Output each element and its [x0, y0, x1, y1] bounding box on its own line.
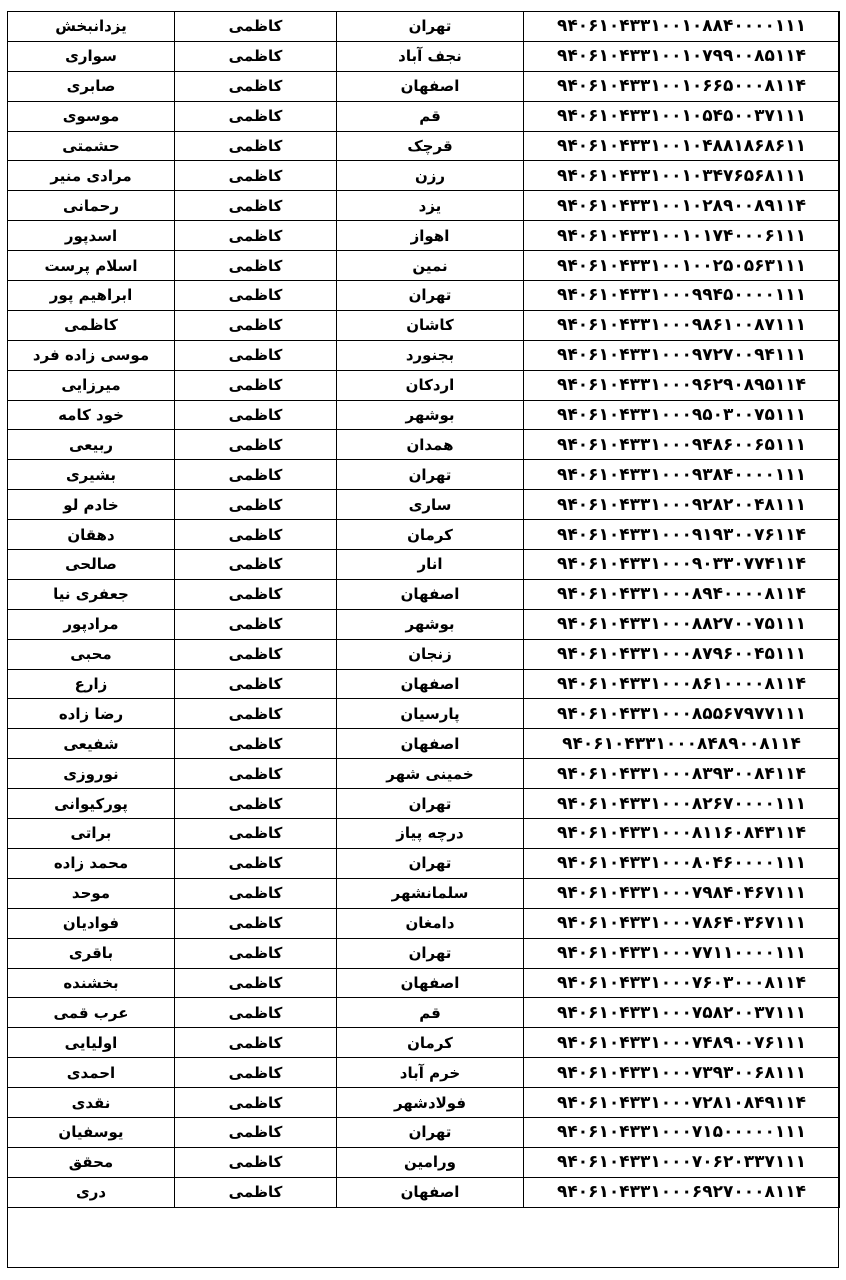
table-row	[8, 819, 840, 849]
table-row	[8, 1028, 840, 1058]
city-cell: نمین	[337, 251, 524, 281]
code-cell: ۹۴۰۶۱۰۴۳۳۱۰۰۰۸۵۵۶۷۹۷۷۱۱۱	[524, 699, 840, 729]
last-name-cell: محمد زاده	[8, 848, 175, 878]
city-cell: اصفهان	[337, 729, 524, 759]
last-name-cell: خادم لو	[8, 490, 175, 520]
code-cell: ۹۴۰۶۱۰۴۳۳۱۰۰۰۸۸۲۷۰۰۷۵۱۱۱	[524, 609, 840, 639]
last-name-cell: احمدی	[8, 1058, 175, 1088]
surname-cell: کاظمی	[175, 161, 337, 191]
table-row	[8, 1147, 840, 1177]
surname-cell: کاظمی	[175, 1117, 337, 1147]
code-cell: ۹۴۰۶۱۰۴۳۳۱۰۰۰۷۹۸۴۰۴۶۷۱۱۱	[524, 878, 840, 908]
code-cell: ۹۴۰۶۱۰۴۳۳۱۰۰۰۸۰۴۶۰۰۰۰۱۱۱	[524, 848, 840, 878]
last-name-cell: نقدی	[8, 1088, 175, 1118]
city-cell: تهران	[337, 281, 524, 311]
surname-cell: کاظمی	[175, 998, 337, 1028]
last-name-cell: مرادپور	[8, 609, 175, 639]
surname-cell: کاظمی	[175, 191, 337, 221]
code-cell: ۹۴۰۶۱۰۴۳۳۱۰۰۱۰۶۶۵۰۰۰۸۱۱۴	[524, 71, 840, 101]
table-row	[8, 310, 840, 340]
city-cell: قم	[337, 101, 524, 131]
code-cell: ۹۴۰۶۱۰۴۳۳۱۰۰۰۸۱۱۶۰۸۴۳۱۱۴	[524, 819, 840, 849]
last-name-cell: براتی	[8, 819, 175, 849]
last-name-cell: رضا زاده	[8, 699, 175, 729]
code-cell: ۹۴۰۶۱۰۴۳۳۱۰۰۰۹۷۲۷۰۰۹۴۱۱۱	[524, 340, 840, 370]
city-cell: خرم آباد	[337, 1058, 524, 1088]
city-cell: اهواز	[337, 221, 524, 251]
surname-cell: کاظمی	[175, 729, 337, 759]
table-row	[8, 12, 840, 42]
city-cell: قم	[337, 998, 524, 1028]
surname-cell: کاظمی	[175, 71, 337, 101]
city-cell: تهران	[337, 848, 524, 878]
city-cell: اصفهان	[337, 579, 524, 609]
surname-cell: کاظمی	[175, 759, 337, 789]
city-cell: تهران	[337, 1117, 524, 1147]
surname-cell: کاظمی	[175, 699, 337, 729]
surname-cell: کاظمی	[175, 131, 337, 161]
table-row	[8, 191, 840, 221]
surname-cell: کاظمی	[175, 41, 337, 71]
last-name-cell: یزدانبخش	[8, 12, 175, 42]
code-cell: ۹۴۰۶۱۰۴۳۳۱۰۰۱۰۸۸۴۰۰۰۰۱۱۱	[524, 12, 840, 42]
last-name-cell: موسی زاده فرد	[8, 340, 175, 370]
code-cell: ۹۴۰۶۱۰۴۳۳۱۰۰۱۰۵۴۵۰۰۳۷۱۱۱	[524, 101, 840, 131]
surname-cell: کاظمی	[175, 520, 337, 550]
code-cell: ۹۴۰۶۱۰۴۳۳۱۰۰۰۸۲۶۷۰۰۰۰۱۱۱	[524, 789, 840, 819]
last-name-cell: باقری	[8, 938, 175, 968]
surname-cell: کاظمی	[175, 430, 337, 460]
table-row	[8, 281, 840, 311]
records-table-body	[8, 12, 840, 1208]
code-cell: ۹۴۰۶۱۰۴۳۳۱۰۰۱۰۱۷۴۰۰۰۶۱۱۱	[524, 221, 840, 251]
code-cell: ۹۴۰۶۱۰۴۳۳۱۰۰۱۰۳۴۷۶۵۶۸۱۱۱	[524, 161, 840, 191]
table-row	[8, 520, 840, 550]
code-cell: ۹۴۰۶۱۰۴۳۳۱۰۰۰۹۲۸۲۰۰۴۸۱۱۱	[524, 490, 840, 520]
city-cell: تهران	[337, 938, 524, 968]
last-name-cell: کاظمی	[8, 310, 175, 340]
city-cell: زنجان	[337, 639, 524, 669]
city-cell: بوشهر	[337, 400, 524, 430]
surname-cell: کاظمی	[175, 579, 337, 609]
last-name-cell: فوادیان	[8, 908, 175, 938]
table-row	[8, 699, 840, 729]
surname-cell: کاظمی	[175, 819, 337, 849]
last-name-cell: ربیعی	[8, 430, 175, 460]
last-name-cell: صابری	[8, 71, 175, 101]
last-name-cell: یوسفیان	[8, 1117, 175, 1147]
surname-cell: کاظمی	[175, 639, 337, 669]
city-cell: بجنورد	[337, 340, 524, 370]
surname-cell: کاظمی	[175, 101, 337, 131]
surname-cell: کاظمی	[175, 1177, 337, 1207]
city-cell: انار	[337, 550, 524, 580]
surname-cell: کاظمی	[175, 251, 337, 281]
table-row	[8, 938, 840, 968]
surname-cell: کاظمی	[175, 1028, 337, 1058]
city-cell: قرچک	[337, 131, 524, 161]
city-cell: فولادشهر	[337, 1088, 524, 1118]
code-cell: ۹۴۰۶۱۰۴۳۳۱۰۰۰۸۶۱۰۰۰۰۸۱۱۴	[524, 669, 840, 699]
table-row	[8, 161, 840, 191]
surname-cell: کاظمی	[175, 490, 337, 520]
code-cell: ۹۴۰۶۱۰۴۳۳۱۰۰۰۸۷۹۶۰۰۴۵۱۱۱	[524, 639, 840, 669]
table-row	[8, 759, 840, 789]
table-row	[8, 340, 840, 370]
table-row	[8, 490, 840, 520]
surname-cell: کاظمی	[175, 938, 337, 968]
code-cell: ۹۴۰۶۱۰۴۳۳۱۰۰۰۸۳۹۳۰۰۸۴۱۱۴	[524, 759, 840, 789]
table-row	[8, 878, 840, 908]
code-cell: ۹۴۰۶۱۰۴۳۳۱۰۰۰۷۳۹۳۰۰۶۸۱۱۱	[524, 1058, 840, 1088]
table-row	[8, 1088, 840, 1118]
code-cell: ۹۴۰۶۱۰۴۳۳۱۰۰۰۸۹۴۰۰۰۰۸۱۱۴	[524, 579, 840, 609]
surname-cell: کاظمی	[175, 908, 337, 938]
surname-cell: کاظمی	[175, 609, 337, 639]
last-name-cell: پورکیوانی	[8, 789, 175, 819]
city-cell: درچه پیاز	[337, 819, 524, 849]
code-cell: ۹۴۰۶۱۰۴۳۳۱۰۰۰۷۱۵۰۰۰۰۰۱۱۱	[524, 1117, 840, 1147]
table-row	[8, 1117, 840, 1147]
city-cell: اردکان	[337, 370, 524, 400]
surname-cell: کاظمی	[175, 848, 337, 878]
code-cell: ۹۴۰۶۱۰۴۳۳۱۰۰۰۶۹۲۷۰۰۰۸۱۱۴	[524, 1177, 840, 1207]
city-cell: پارسیان	[337, 699, 524, 729]
city-cell: کاشان	[337, 310, 524, 340]
code-cell: ۹۴۰۶۱۰۴۳۳۱۰۰۱۰۲۸۹۰۰۸۹۱۱۴	[524, 191, 840, 221]
city-cell: سلمانشهر	[337, 878, 524, 908]
table-row	[8, 131, 840, 161]
last-name-cell: شفیعی	[8, 729, 175, 759]
city-cell: یزد	[337, 191, 524, 221]
code-cell: ۹۴۰۶۱۰۴۳۳۱۰۰۰۸۴۸۹۰۰۸۱۱۴	[524, 729, 840, 759]
table-row	[8, 101, 840, 131]
table-row	[8, 908, 840, 938]
last-name-cell: بشیری	[8, 460, 175, 490]
code-cell: ۹۴۰۶۱۰۴۳۳۱۰۰۰۹۵۰۳۰۰۷۵۱۱۱	[524, 400, 840, 430]
table-row	[8, 430, 840, 460]
code-cell: ۹۴۰۶۱۰۴۳۳۱۰۰۰۹۱۹۳۰۰۷۶۱۱۴	[524, 520, 840, 550]
city-cell: اصفهان	[337, 669, 524, 699]
last-name-cell: جعفری نیا	[8, 579, 175, 609]
table-row	[8, 251, 840, 281]
table-row	[8, 370, 840, 400]
table-row	[8, 729, 840, 759]
city-cell: اصفهان	[337, 71, 524, 101]
table-row	[8, 789, 840, 819]
city-cell: نجف آباد	[337, 41, 524, 71]
city-cell: دامغان	[337, 908, 524, 938]
table-row	[8, 400, 840, 430]
code-cell: ۹۴۰۶۱۰۴۳۳۱۰۰۰۹۸۶۱۰۰۸۷۱۱۱	[524, 310, 840, 340]
records-table	[7, 11, 840, 1208]
code-cell: ۹۴۰۶۱۰۴۳۳۱۰۰۱۰۴۸۸۱۸۶۸۶۱۱	[524, 131, 840, 161]
last-name-cell: بخشنده	[8, 968, 175, 998]
surname-cell: کاظمی	[175, 340, 337, 370]
table-row	[8, 221, 840, 251]
last-name-cell: خود کامه	[8, 400, 175, 430]
last-name-cell: مرادی منیر	[8, 161, 175, 191]
surname-cell: کاظمی	[175, 1147, 337, 1177]
last-name-cell: نوروزی	[8, 759, 175, 789]
code-cell: ۹۴۰۶۱۰۴۳۳۱۰۰۰۹۹۴۵۰۰۰۰۱۱۱	[524, 281, 840, 311]
surname-cell: کاظمی	[175, 789, 337, 819]
surname-cell: کاظمی	[175, 221, 337, 251]
surname-cell: کاظمی	[175, 1058, 337, 1088]
surname-cell: کاظمی	[175, 550, 337, 580]
code-cell: ۹۴۰۶۱۰۴۳۳۱۰۰۰۹۶۲۹۰۸۹۵۱۱۴	[524, 370, 840, 400]
last-name-cell: ابراهیم پور	[8, 281, 175, 311]
city-cell: اصفهان	[337, 1177, 524, 1207]
surname-cell: کاظمی	[175, 968, 337, 998]
surname-cell: کاظمی	[175, 310, 337, 340]
city-cell: خمینی شهر	[337, 759, 524, 789]
table-row	[8, 998, 840, 1028]
last-name-cell: صالحی	[8, 550, 175, 580]
table-row	[8, 669, 840, 699]
city-cell: تهران	[337, 460, 524, 490]
last-name-cell: اولیایی	[8, 1028, 175, 1058]
code-cell: ۹۴۰۶۱۰۴۳۳۱۰۰۰۷۰۶۲۰۳۳۷۱۱۱	[524, 1147, 840, 1177]
code-cell: ۹۴۰۶۱۰۴۳۳۱۰۰۰۷۴۸۹۰۰۷۶۱۱۱	[524, 1028, 840, 1058]
city-cell: کرمان	[337, 520, 524, 550]
code-cell: ۹۴۰۶۱۰۴۳۳۱۰۰۰۹۳۸۴۰۰۰۰۱۱۱	[524, 460, 840, 490]
surname-cell: کاظمی	[175, 12, 337, 42]
last-name-cell: موسوی	[8, 101, 175, 131]
last-name-cell: میرزایی	[8, 370, 175, 400]
last-name-cell: حشمتی	[8, 131, 175, 161]
city-cell: بوشهر	[337, 609, 524, 639]
last-name-cell: دری	[8, 1177, 175, 1207]
table-row	[8, 848, 840, 878]
table-row	[8, 1177, 840, 1207]
last-name-cell: موحد	[8, 878, 175, 908]
surname-cell: کاظمی	[175, 1088, 337, 1118]
code-cell: ۹۴۰۶۱۰۴۳۳۱۰۰۰۷۶۰۳۰۰۰۸۱۱۴	[524, 968, 840, 998]
surname-cell: کاظمی	[175, 460, 337, 490]
table-row	[8, 579, 840, 609]
city-cell: همدان	[337, 430, 524, 460]
code-cell: ۹۴۰۶۱۰۴۳۳۱۰۰۰۹۰۳۳۰۷۷۴۱۱۴	[524, 550, 840, 580]
city-cell: ساری	[337, 490, 524, 520]
surname-cell: کاظمی	[175, 669, 337, 699]
city-cell: ورامین	[337, 1147, 524, 1177]
city-cell: تهران	[337, 12, 524, 42]
city-cell: رزن	[337, 161, 524, 191]
code-cell: ۹۴۰۶۱۰۴۳۳۱۰۰۱۰۰۲۵۰۵۶۳۱۱۱	[524, 251, 840, 281]
surname-cell: کاظمی	[175, 400, 337, 430]
table-row	[8, 1058, 840, 1088]
last-name-cell: دهقان	[8, 520, 175, 550]
table-row	[8, 639, 840, 669]
table-row	[8, 550, 840, 580]
surname-cell: کاظمی	[175, 281, 337, 311]
table-row	[8, 968, 840, 998]
last-name-cell: محبی	[8, 639, 175, 669]
city-cell: تهران	[337, 789, 524, 819]
table-row	[8, 41, 840, 71]
code-cell: ۹۴۰۶۱۰۴۳۳۱۰۰۰۷۵۸۲۰۰۳۷۱۱۱	[524, 998, 840, 1028]
table-row	[8, 609, 840, 639]
surname-cell: کاظمی	[175, 370, 337, 400]
code-cell: ۹۴۰۶۱۰۴۳۳۱۰۰۰۹۴۸۶۰۰۶۵۱۱۱	[524, 430, 840, 460]
last-name-cell: محقق	[8, 1147, 175, 1177]
last-name-cell: رحمانی	[8, 191, 175, 221]
code-cell: ۹۴۰۶۱۰۴۳۳۱۰۰۰۷۷۱۱۰۰۰۰۱۱۱	[524, 938, 840, 968]
last-name-cell: اسلام پرست	[8, 251, 175, 281]
city-cell: اصفهان	[337, 968, 524, 998]
table-row	[8, 71, 840, 101]
code-cell: ۹۴۰۶۱۰۴۳۳۱۰۰۰۷۸۶۴۰۳۶۷۱۱۱	[524, 908, 840, 938]
last-name-cell: اسدپور	[8, 221, 175, 251]
last-name-cell: سواری	[8, 41, 175, 71]
last-name-cell: زارع	[8, 669, 175, 699]
table-row	[8, 460, 840, 490]
code-cell: ۹۴۰۶۱۰۴۳۳۱۰۰۱۰۷۹۹۰۰۸۵۱۱۴	[524, 41, 840, 71]
code-cell: ۹۴۰۶۱۰۴۳۳۱۰۰۰۷۲۸۱۰۸۴۹۱۱۴	[524, 1088, 840, 1118]
last-name-cell: عرب قمی	[8, 998, 175, 1028]
city-cell: کرمان	[337, 1028, 524, 1058]
surname-cell: کاظمی	[175, 878, 337, 908]
